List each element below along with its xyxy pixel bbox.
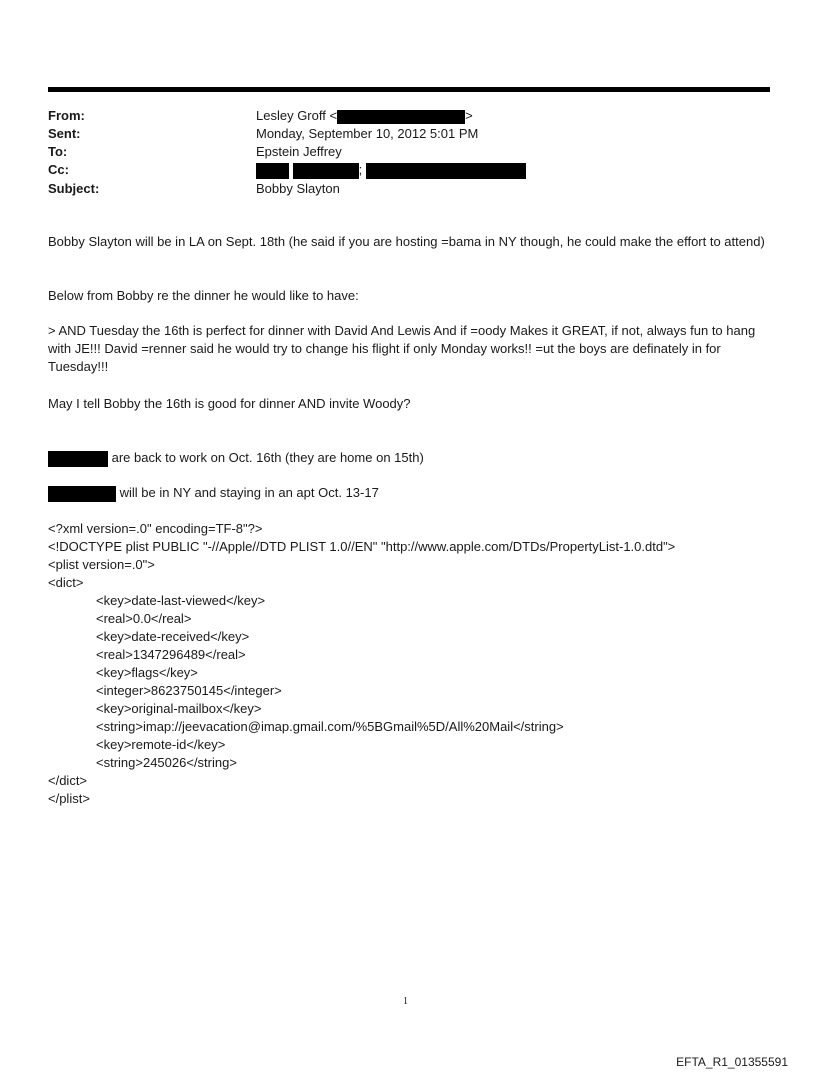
body-paragraph: Below from Bobby re the dinner he would like to have: — [48, 288, 359, 303]
xml-line: <real>0.0</real> — [96, 611, 192, 626]
to-label: To: — [48, 144, 68, 159]
xml-line: <string>imap://jeevacation@imap.gmail.com/%5BGmail%5D/All%20Mail</string> — [96, 719, 564, 734]
body-paragraph: Bobby Slayton will be in LA on Sept. 18th (he said if you are hosting =bama in NY though, he could make the effort to attend) — [48, 234, 765, 249]
redaction-block — [48, 486, 116, 502]
body-paragraph-redacted — [48, 449, 778, 467]
xml-line: <dict> — [48, 575, 84, 590]
cc-value — [256, 161, 526, 179]
redaction-block — [293, 163, 359, 179]
body-text-span: are back to work on Oct. 16th (they are home on 15th) — [111, 450, 424, 465]
body-paragraph: May I tell Bobby the 16th is good for dinner AND invite Woody? — [48, 396, 411, 411]
xml-line: <integer>8623750145</integer> — [96, 683, 282, 698]
from-value — [256, 107, 473, 125]
xml-line: </plist> — [48, 791, 90, 806]
xml-line: <real>1347296489</real> — [96, 647, 246, 662]
body-paragraph-redacted — [48, 484, 778, 502]
from-name: Lesley Groff < — [256, 108, 338, 123]
subject-label: Subject: — [48, 181, 100, 196]
cc-separator: ; — [358, 162, 363, 177]
from-label: From: — [48, 108, 85, 123]
header-rule — [48, 87, 770, 92]
document-id: EFTA_R1_01355591 — [676, 1055, 788, 1069]
redaction-block — [48, 451, 108, 467]
body-text-span: will be in NY and staying in an apt Oct. 13-17 — [119, 485, 379, 500]
page-number: 1 — [403, 996, 408, 1007]
redaction-block — [256, 163, 289, 179]
from-close: > — [465, 108, 473, 123]
body-paragraph: > AND Tuesday the 16th is perfect for dinner with David And Lewis And if =oody Makes it GREAT, if not, always fun to hang with JE!!! David =renner said he would try to change his flight if only Monday works!! =ut the boys are definately in for Tuesday!!! — [48, 323, 756, 374]
xml-line: <key>date-received</key> — [96, 629, 250, 644]
xml-line: <key>date-last-viewed</key> — [96, 593, 266, 608]
sent-value: Monday, September 10, 2012 5:01 PM — [256, 126, 479, 141]
xml-line: </dict> — [48, 773, 88, 788]
xml-line: <!DOCTYPE plist PUBLIC "-//Apple//DTD PLIST 1.0//EN" "http://www.apple.com/DTDs/PropertyList-1.0.dtd"> — [48, 539, 676, 554]
xml-line: <key>original-mailbox</key> — [96, 701, 262, 716]
subject-value: Bobby Slayton — [256, 181, 340, 196]
redaction-block — [366, 163, 526, 179]
xml-line: <plist version=.0"> — [48, 557, 155, 572]
xml-line: <?xml version=.0" encoding=TF-8"?> — [48, 521, 263, 536]
sent-label: Sent: — [48, 126, 81, 141]
xml-line: <string>245026</string> — [96, 755, 237, 770]
cc-label: Cc: — [48, 162, 69, 177]
xml-line: <key>flags</key> — [96, 665, 198, 680]
xml-line: <key>remote-id</key> — [96, 737, 226, 752]
redaction-block — [337, 110, 465, 124]
to-value: Epstein Jeffrey — [256, 144, 342, 159]
